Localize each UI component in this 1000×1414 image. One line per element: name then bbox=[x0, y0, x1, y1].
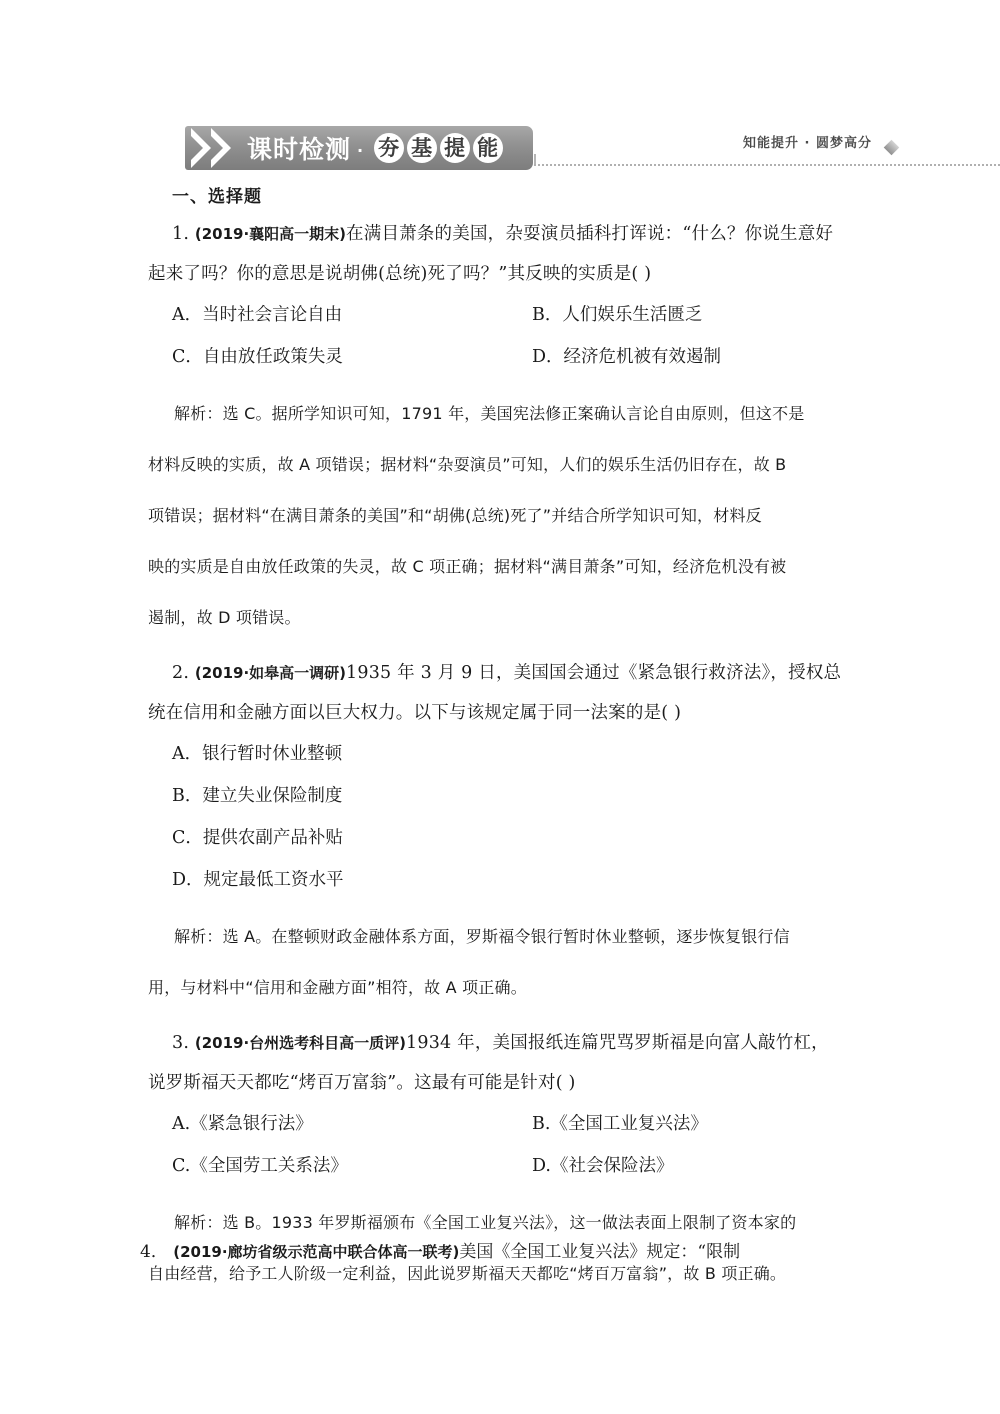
question-2 bbox=[148, 653, 890, 1013]
question-3-stem-a: 1934 年，美国报纸连篇咒骂罗斯福是向富人敲竹杠， bbox=[406, 1033, 829, 1053]
question-1-option-c[interactable]: C．自由放任政策失灵 bbox=[172, 347, 343, 367]
question-4-number: 4 bbox=[140, 1242, 151, 1262]
question-4-partial bbox=[140, 1236, 740, 1268]
banner-dotted-rule bbox=[534, 164, 1000, 166]
question-2-solution-line-1: 解析：选 A。在整顿财政金融体系方面，罗斯福令银行暂时休业整顿，逐步恢复银行信 bbox=[174, 927, 790, 946]
banner-title-main: 课时检测 bbox=[247, 135, 352, 164]
question-2-option-a[interactable]: A．银行暂时休业整顿 bbox=[172, 744, 343, 764]
question-1-solution-line-4: 映的实质是自由放任政策的失灵，故 C 项正确；据材料“满目萧条”可知，经济危机没有被 bbox=[148, 557, 787, 576]
spacer bbox=[148, 1013, 890, 1023]
question-3-solution-line-1: 解析：选 B。1933 年罗斯福颁布《全国工业复兴法》，这一做法表面上限制了资本家的 bbox=[174, 1213, 797, 1232]
spacer bbox=[148, 901, 890, 911]
question-3-option-d[interactable]: D.《社会保险法》 bbox=[532, 1156, 674, 1176]
banner-circle-char-2: 基 bbox=[407, 133, 437, 163]
question-3-number: 3 bbox=[172, 1033, 184, 1053]
question-2-source: (2019·如皋高一调研) bbox=[194, 664, 347, 682]
section-heading: 一、选择题 bbox=[172, 187, 262, 207]
question-1-option-b[interactable]: B．人们娱乐生活匮乏 bbox=[532, 305, 703, 325]
spacer bbox=[148, 378, 890, 388]
question-1-dot: . bbox=[183, 224, 190, 244]
question-2-stem-line-2: 统在信用和金融方面以巨大权力。以下与该规定属于同一法案的是( ) bbox=[148, 703, 682, 723]
question-2-option-b[interactable]: B．建立失业保险制度 bbox=[172, 786, 343, 806]
question-2-option-c[interactable]: C．提供农副产品补贴 bbox=[172, 828, 343, 848]
section-banner bbox=[185, 126, 900, 176]
question-4-dot: ． bbox=[150, 1242, 168, 1262]
question-1-number: 1 bbox=[172, 224, 184, 244]
question-1-solution-line-1: 解析：选 C。据所学知识可知，1791 年，美国宪法修正案确认言论自由原则，但这不是 bbox=[174, 404, 805, 423]
question-1-options-row-1 bbox=[148, 294, 890, 336]
question-1-stem-line-2: 起来了吗？你的意思是说胡佛(总统)死了吗？”其反映的实质是( ) bbox=[148, 264, 652, 284]
banner-separator: · bbox=[357, 140, 365, 160]
questions-container bbox=[148, 214, 890, 1299]
question-1-stem-line-1 bbox=[148, 214, 890, 254]
question-2-solution-line-2: 用，与材料中“信用和金融方面”相符，故 A 项正确。 bbox=[148, 978, 527, 997]
question-2-option-d[interactable]: D．规定最低工资水平 bbox=[172, 870, 344, 890]
question-1-solution-line-5: 遏制，故 D 项错误。 bbox=[148, 608, 301, 627]
question-1-option-d[interactable]: D．经济危机被有效遏制 bbox=[532, 347, 722, 367]
question-2-dot: . bbox=[183, 663, 190, 683]
question-3-stem-line-1 bbox=[148, 1023, 890, 1063]
question-4-source: (2019·廊坊省级示范高中联合体高一联考) bbox=[173, 1243, 460, 1261]
question-4-stem: 美国《全国工业复兴法》规定：“限制 bbox=[459, 1242, 741, 1262]
question-3-option-a[interactable]: A.《紧急银行法》 bbox=[172, 1114, 313, 1134]
question-2-options bbox=[148, 733, 890, 901]
question-1-options-row-2 bbox=[148, 336, 890, 378]
question-2-stem-line-1 bbox=[148, 653, 890, 693]
banner-slogan: 知能提升 · 圆梦高分 bbox=[743, 136, 872, 151]
question-3-dot: . bbox=[183, 1033, 190, 1053]
question-2-stem-a: 1935 年 3 月 9 日，美国国会通过《紧急银行救济法》，授权总 bbox=[346, 663, 842, 683]
banner-circle-char-1: 夯 bbox=[374, 133, 404, 163]
spacer bbox=[148, 1187, 890, 1197]
question-1-solution-line-2: 材料反映的实质，故 A 项错误；据材料“杂耍演员”可知，人们的娱乐生活仍旧存在，故 B bbox=[148, 455, 787, 474]
question-1-solution-line-3: 项错误；据材料“在满目萧条的美国”和“胡佛(总统)死了”并结合所学知识可知，材料反 bbox=[148, 506, 762, 525]
banner-circle-char-3: 提 bbox=[440, 133, 470, 163]
question-1-source: (2019·襄阳高一期末) bbox=[194, 225, 347, 243]
question-1-option-a[interactable]: A．当时社会言论自由 bbox=[172, 305, 343, 325]
question-1-stem-a: 在满目萧条的美国，杂耍演员插科打诨说：“什么？你说生意好 bbox=[346, 224, 834, 244]
banner-circle-char-4: 能 bbox=[473, 133, 503, 163]
question-3-solution-line-2: 自由经营，给予工人阶级一定利益，因此说罗斯福天天都吃“烤百万富翁”，故 B 项正确。 bbox=[148, 1264, 787, 1283]
question-2-number: 2 bbox=[172, 663, 184, 683]
question-3-source: (2019·台州选考科目高一质评) bbox=[194, 1034, 407, 1052]
question-3-options-row-1 bbox=[148, 1103, 890, 1145]
question-3-option-c[interactable]: C.《全国劳工关系法》 bbox=[172, 1156, 348, 1176]
spacer bbox=[148, 643, 890, 653]
question-3-stem-line-2: 说罗斯福天天都吃“烤百万富翁”。这最有可能是针对( ) bbox=[148, 1073, 576, 1093]
question-1 bbox=[148, 214, 890, 643]
question-3-options-row-2 bbox=[148, 1145, 890, 1187]
diamond-icon bbox=[884, 140, 900, 156]
banner-circled-chars bbox=[374, 133, 503, 163]
chevron-right-icon-2 bbox=[209, 126, 239, 170]
question-3-option-b[interactable]: B.《全国工业复兴法》 bbox=[532, 1114, 708, 1134]
banner-title bbox=[247, 130, 503, 166]
